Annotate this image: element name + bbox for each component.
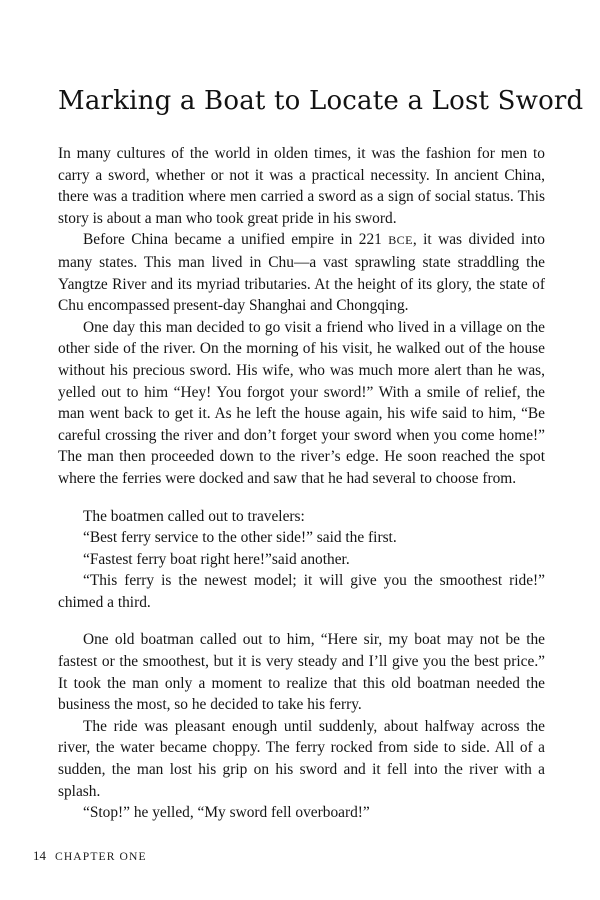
paragraph: One old boatman called out to him, “Here sir, my boat may not be the fastest or the smoothest, but it is very steady and I’ll give you the best price.” It took the man only a moment to realize that this old boatman needed the business the most, so he decided to take his ferry. xyxy=(58,631,545,714)
page-title: Marking a Boat to Locate a Lost Sword xyxy=(58,86,584,117)
paragraph: “Fastest ferry boat right here!”said another. xyxy=(83,550,350,568)
paragraph: “This ferry is the newest model; it will give you the smoothest ride!” chimed a third. xyxy=(58,572,545,611)
paragraph-group xyxy=(58,506,545,614)
running-head: CHAPTER ONE xyxy=(55,850,147,863)
paragraph: The boatmen called out to travelers: xyxy=(83,507,305,525)
paragraph: In many cultures of the world in olden times, it was the fashion for men to carry a sword, whether or not it was a practical necessity. In ancient China, there was a tradition where men carried a sword as a sign of social status. This story is about a man who took great pride in his sword. xyxy=(58,145,545,227)
paragraph: The ride was pleasant enough until suddenly, about halfway across the river, the water became choppy. The ferry rocked from side to side. All of a sudden, the man lost his grip on his sword and it fell into the river with a splash. xyxy=(58,717,545,800)
paragraph: “Stop!” he yelled, “My sword fell overboard!” xyxy=(83,804,370,822)
page-number: 14 xyxy=(33,848,46,863)
era-abbreviation: BCE xyxy=(388,233,413,248)
paragraph-group xyxy=(58,143,545,490)
paragraph: Before China became a unified empire in 221 BCE, it was divided into many states. This man lived in Chu—a vast sprawling state straddling the Yangtze River and its myriad tributaries. At the height of its glory, the state of Chu encompassed present-day Shanghai and Chongqing. xyxy=(58,231,545,315)
paragraph: “Best ferry service to the other side!” said the first. xyxy=(83,529,397,547)
paragraph-group xyxy=(58,629,545,823)
body-text xyxy=(58,143,545,824)
page-footer xyxy=(33,848,147,865)
paragraph: One day this man decided to go visit a friend who lived in a village on the other side of the river. On the morning of his visit, he walked out of the house without his precious sword. His wife, who was much more alert than he was, yelled out to him “Hey! You forgot your sword!” With a smile of relief, the man went back to get it. As he left the house again, his wife said to him, “Be careful crossing the river and don’t forget your sword when you come home!” The man then proceeded down to the river’s edge. He soon reached the spot where the ferries were docked and saw that he had several to choose from. xyxy=(58,318,545,487)
